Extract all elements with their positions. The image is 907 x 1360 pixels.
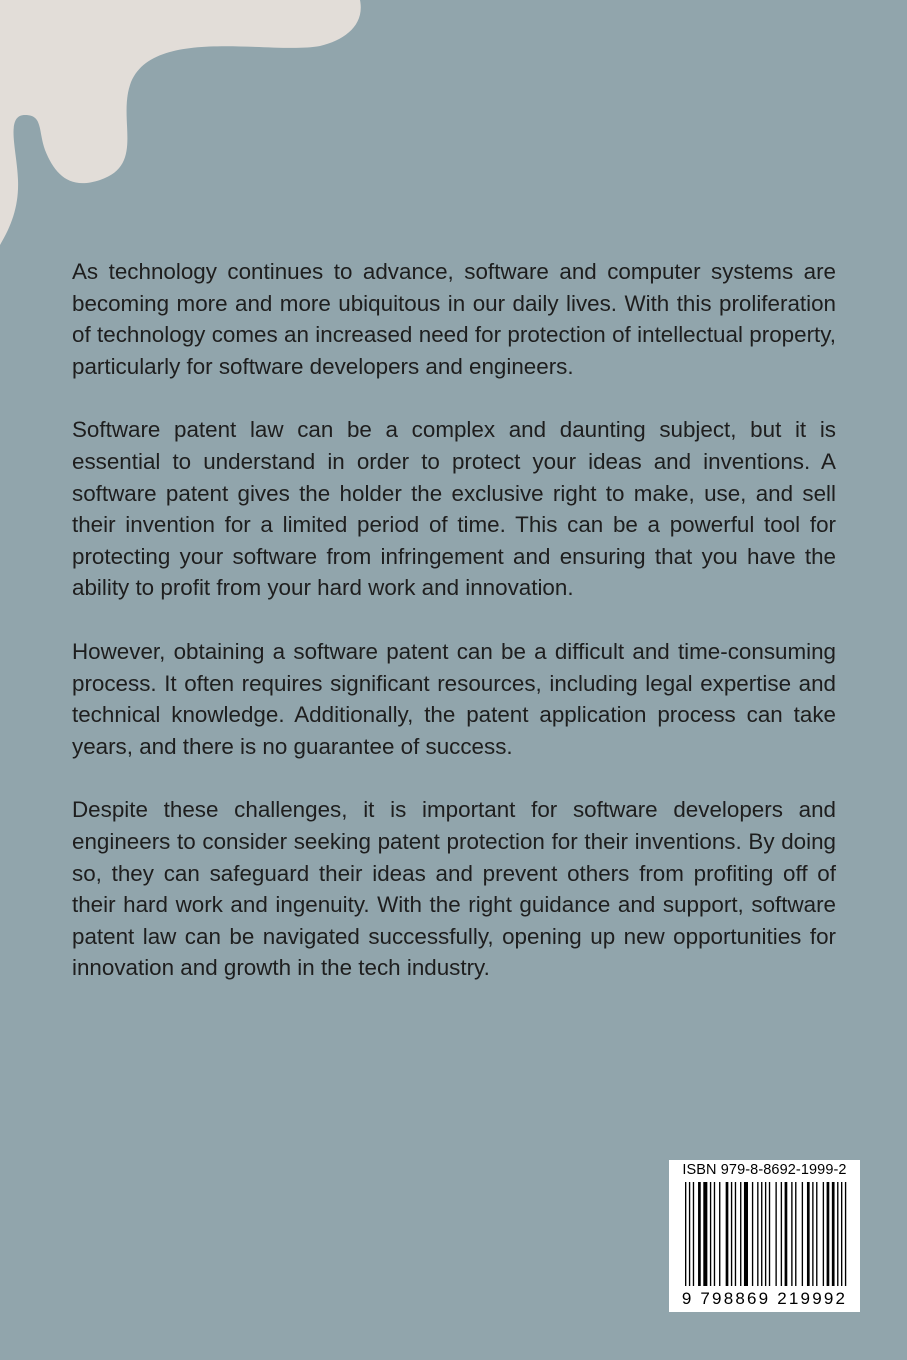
blob-path bbox=[0, 0, 361, 245]
barcode-bar bbox=[731, 1182, 732, 1286]
barcode-bar bbox=[802, 1182, 803, 1286]
barcode-bar bbox=[785, 1182, 788, 1286]
barcode-bar bbox=[693, 1182, 694, 1286]
barcode-bar bbox=[735, 1182, 736, 1286]
barcode-bar bbox=[752, 1182, 753, 1286]
barcode-bar bbox=[765, 1182, 766, 1286]
barcode-bar bbox=[832, 1182, 835, 1286]
barcode-bar bbox=[685, 1182, 686, 1286]
barcode-bar bbox=[837, 1182, 838, 1286]
barcode-bar bbox=[703, 1182, 707, 1286]
barcode-bar bbox=[744, 1182, 748, 1286]
barcode-bar bbox=[795, 1182, 796, 1286]
barcode-bar bbox=[812, 1182, 813, 1286]
barcode-bar bbox=[775, 1182, 776, 1286]
isbn-label: ISBN 979-8-8692-1999-2 bbox=[682, 1162, 847, 1178]
blurb-paragraph-2: Software patent law can be a complex and daunting subject, but it is essential to understand in order to protect your ideas and inventions. A software patent gives the holder the exclusive right to make, use, and sell their invention for a limited period of time. This can be a powerful tool for protecting your software from infringement and ensuring that you have the ability to profit from your hard work and innovation. bbox=[72, 417, 836, 601]
barcode-bar bbox=[807, 1182, 810, 1286]
barcode-bar bbox=[841, 1182, 842, 1286]
barcode-bar bbox=[769, 1182, 770, 1286]
decorative-blob-shape bbox=[0, 0, 370, 250]
isbn-barcode bbox=[669, 1160, 860, 1312]
barcode-bar bbox=[710, 1182, 711, 1286]
barcode-bar bbox=[698, 1182, 701, 1286]
barcode-bar bbox=[757, 1182, 758, 1286]
blurb-paragraph-1: As technology continues to advance, software and computer systems are becoming more and more ubiquitous in our daily lives. With this proliferation of technology comes an increased need for protection of intellectual property, particularly for software developers and engineers. bbox=[72, 259, 836, 379]
barcode-bar bbox=[719, 1182, 720, 1286]
barcode-bars bbox=[681, 1182, 851, 1292]
blurb-paragraph-3: However, obtaining a software patent can be a difficult and time-consuming process. It often requires significant resources, including legal expertise and technical knowledge. Additionally, the patent application process can take years, and there is no guarantee of success. bbox=[72, 638, 836, 759]
barcode-bar bbox=[845, 1182, 846, 1286]
blurb-paragraph-4: Despite these challenges, it is important for software developers and engineers to consider seeking patent protection for their inventions. By doing so, they can safeguard their ideas and prevent others from profiting off of their hard work and ingenuity. With the right guidance and support, software patent law can be navigated successfully, opening up new opportunities for innovation and growth in the tech industry. bbox=[72, 797, 836, 981]
barcode-bar bbox=[714, 1182, 715, 1286]
barcode-bar bbox=[827, 1182, 830, 1286]
barcode-bar bbox=[740, 1182, 741, 1286]
barcode-digits: 9 798869 219992 bbox=[681, 1289, 848, 1308]
back-cover-blurb bbox=[72, 256, 836, 1016]
barcode-bar bbox=[781, 1182, 782, 1286]
barcode-bar bbox=[689, 1182, 690, 1286]
barcode-bar bbox=[791, 1182, 792, 1286]
barcode-bar bbox=[823, 1182, 824, 1286]
barcode-bar bbox=[816, 1182, 817, 1286]
barcode-bar bbox=[726, 1182, 729, 1286]
barcode-bar bbox=[761, 1182, 762, 1286]
